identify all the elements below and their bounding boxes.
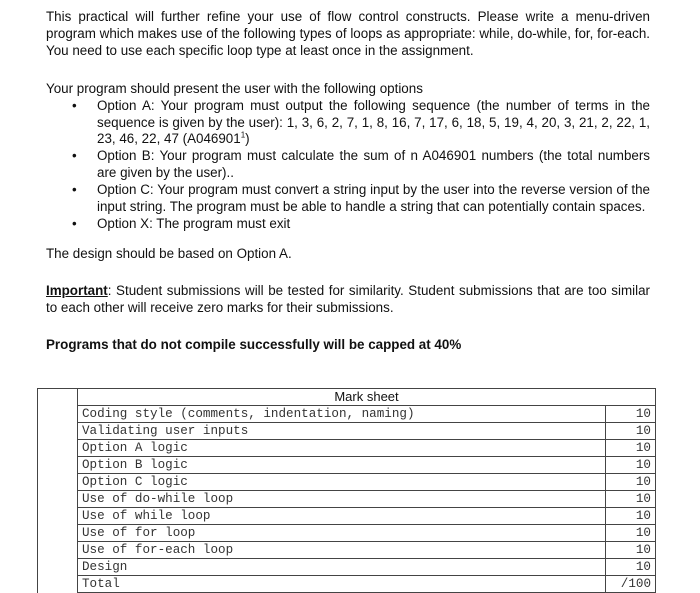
mark-sheet-row [38,491,656,508]
mark-sheet-row [38,542,656,559]
mark-item: Use of for loop [78,525,606,542]
mark-sheet-row [38,406,656,423]
mark-item: Use of do-while loop [78,491,606,508]
option-b-item [46,148,650,182]
mark-value: 10 [606,491,656,508]
mark-value: 10 [606,406,656,423]
margin-cell [38,423,78,440]
mark-item: Validating user inputs [78,423,606,440]
mark-value: 10 [606,423,656,440]
mark-sheet [37,388,655,593]
mark-value: 10 [606,440,656,457]
bullet-icon: • [72,148,77,164]
option-a-item [46,98,650,149]
mark-value: /100 [606,576,656,593]
margin-cell [38,389,78,406]
margin-cell [38,457,78,474]
mark-item: Design [78,559,606,576]
mark-value: 10 [606,457,656,474]
intro-paragraph: This practical will further refine your use of flow control constructs. Please write a menu-driven program which makes use of the following types of loops as appropriate: while, do-while, for, for-each. You need to use each specific loop type at least once in the assignment. [46,9,650,58]
option-c-text: Option C: Your program must convert a string input by the user into the reverse version of the input string. The program must be able to handle a string that can potentially contain spaces. [97,182,650,215]
mark-sheet-row [38,508,656,525]
option-a-tail: ) [245,131,250,147]
design-note: The design should be based on Option A. [46,245,292,261]
option-a-text: Option A: Your program must output the following sequence (the number of terms in the sequence is given by the user): 1, 3, 6, 2, 7, 1, 8, 16, 7, 17, 6, 18, 5, 19, 4, 20, 3, 21, 2, 22, 1, 23, 46, 22, 47 (A046901 [97,97,650,147]
bullet-icon: • [72,97,77,113]
mark-sheet-table [37,388,656,593]
mark-sheet-row [38,559,656,576]
footnote-marker: 1 [240,130,246,140]
mark-value: 10 [606,508,656,525]
margin-cell [38,474,78,491]
mark-sheet-row [38,474,656,491]
margin-cell [38,525,78,542]
bullet-icon: • [72,182,77,198]
important-label: Important [46,282,108,298]
important-note [46,283,650,317]
margin-cell [38,491,78,508]
mark-item: Option A logic [78,440,606,457]
mark-item: Coding style (comments, indentation, naming) [78,406,606,423]
margin-cell [38,508,78,525]
option-c-item [46,182,650,216]
mark-item: Use of while loop [78,508,606,525]
margin-cell [38,576,78,593]
mark-item: Option B logic [78,457,606,474]
mark-value: 10 [606,559,656,576]
bullet-icon: • [72,215,77,231]
mark-sheet-row [38,423,656,440]
mark-sheet-row [38,440,656,457]
margin-cell [38,542,78,559]
mark-sheet-title: Mark sheet [78,389,656,406]
important-text: : Student submissions will be tested for similarity. Student submissions that are too similar to each other will receive zero marks for their submissions. [46,282,650,315]
mark-sheet-row [38,525,656,542]
margin-cell [38,440,78,457]
mark-value: 10 [606,542,656,559]
mark-item: Use of for-each loop [78,542,606,559]
mark-value: 10 [606,474,656,491]
option-x-text: Option X: The program must exit [97,215,291,231]
options-list [46,98,650,233]
options-lead: Your program should present the user with the following options [46,80,423,96]
mark-sheet-row [38,457,656,474]
margin-cell [38,406,78,423]
mark-value: 10 [606,525,656,542]
margin-cell [38,559,78,576]
option-b-text: Option B: Your program must calculate the sum of n A046901 numbers (the total numbers are given by the user).. [97,148,650,181]
capped-note: Programs that do not compile successfully will be capped at 40% [46,336,462,352]
option-x-item [46,216,650,233]
mark-item: Option C logic [78,474,606,491]
mark-item: Total [78,576,606,593]
assignment-document [46,9,650,354]
mark-sheet-row [38,576,656,593]
